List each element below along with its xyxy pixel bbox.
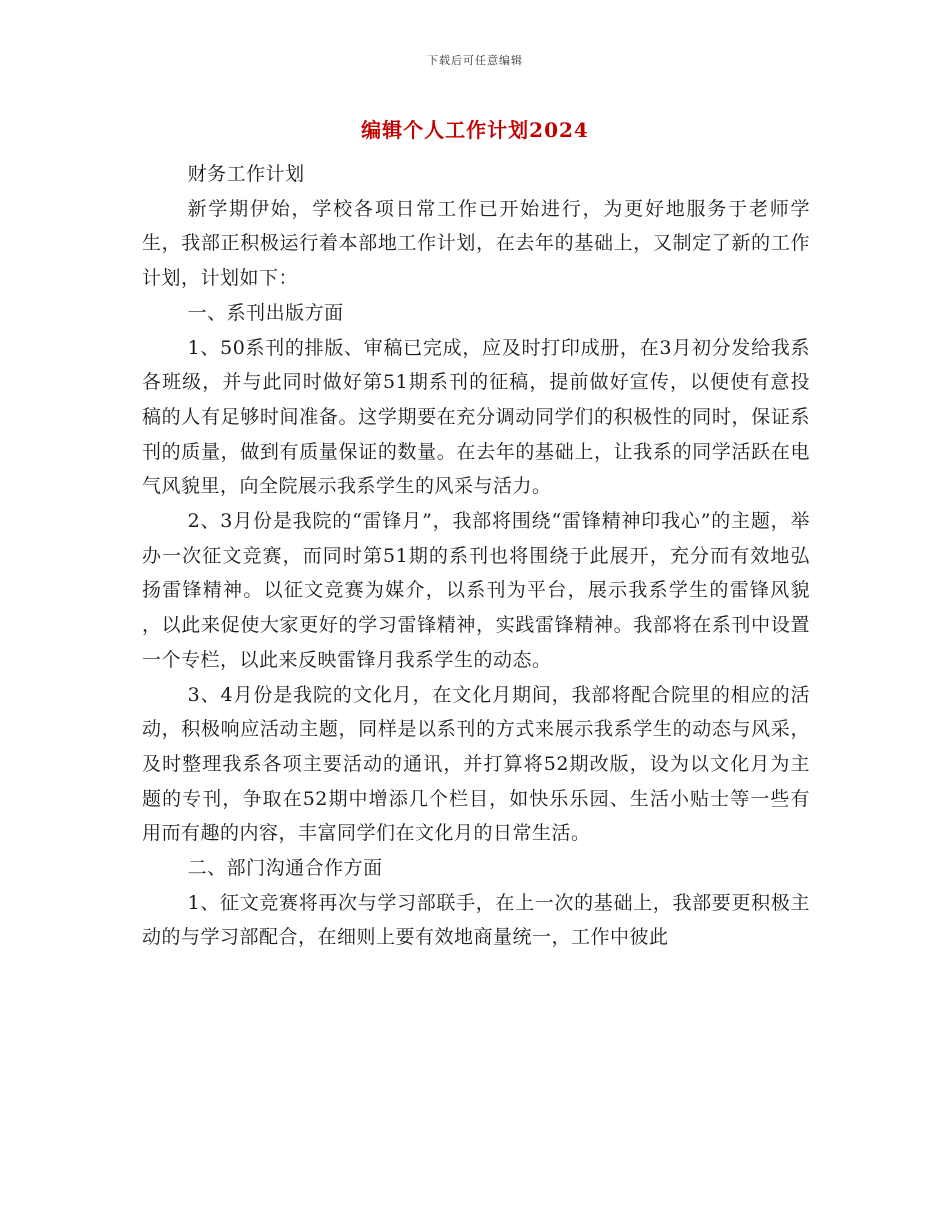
document-body xyxy=(142,157,810,955)
intro-paragraph: 新学期伊始，学校各项日常工作已开始进行，为更好地服务于老师学生，我部正积极运行着本部地工作计划，在去年的基础上，又制定了新的工作计划，计划如下： xyxy=(142,197,810,290)
section-heading-journal-publishing: 一、系刊出版方面 xyxy=(187,301,344,324)
paragraph-item-1: 1、50系刊的排版、审稿已完成，应及时打印成册，在3月初分发给我系各班级，并与此同时做好第51期系刊的征稿，提前做好宣传，以便使有意投稿的人有足够时间准备。这学期要在充分调动同学们的积极性的同时，保证系刊的质量，做到有质量保证的数量。在去年的基础上，让我系的同学活跃在电气风貌里，向全院展示我系学生的风采与活力。 xyxy=(142,336,810,498)
document-title: 编辑个人工作计划2024 xyxy=(361,118,589,142)
section-heading-department-cooperation: 二、部门沟通合作方面 xyxy=(187,857,383,880)
section-heading-finance-plan: 财务工作计划 xyxy=(187,163,305,185)
paragraph-item-2: 2、3月份是我院的“雷锋月”，我部将围绕“雷锋精神印我心”的主题，举办一次征文竞赛，而同时第51期的系刊也将围绕于此展开，充分而有效地弘扬雷锋精神。以征文竞赛为媒介，以系刊为平台，展示我系学生的雷锋风貌 ，以此来促使大家更好的学习雷锋精神，实践雷锋精神。我部将在系刊中设置一个专栏，以此来反映雷锋月我系学生的动态。 xyxy=(142,510,810,671)
page-header: 下载后可任意编辑 xyxy=(427,54,523,67)
paragraph-item-3: 3、4月份是我院的文化月，在文化月期间，我部将配合院里的相应的活动，积极响应活动主题，同样是以系刊的方式来展示我系学生的动态与风采，及时整理我系各项主要活动的通讯，并打算将52期改版，设为以文化月为主题的专刊，争取在52期中增添几个栏目，如快乐乐园、生活小贴士等一些有用而有趣的内容，丰富同学们在文化月的日常生活。 xyxy=(142,683,810,845)
paragraph-cooperation-item-1: 1、征文竞赛将再次与学习部联手，在上一次的基础上，我部要更积极主动的与学习部配合，在细则上要有效地商量统一，工作中彼此 xyxy=(142,891,810,949)
